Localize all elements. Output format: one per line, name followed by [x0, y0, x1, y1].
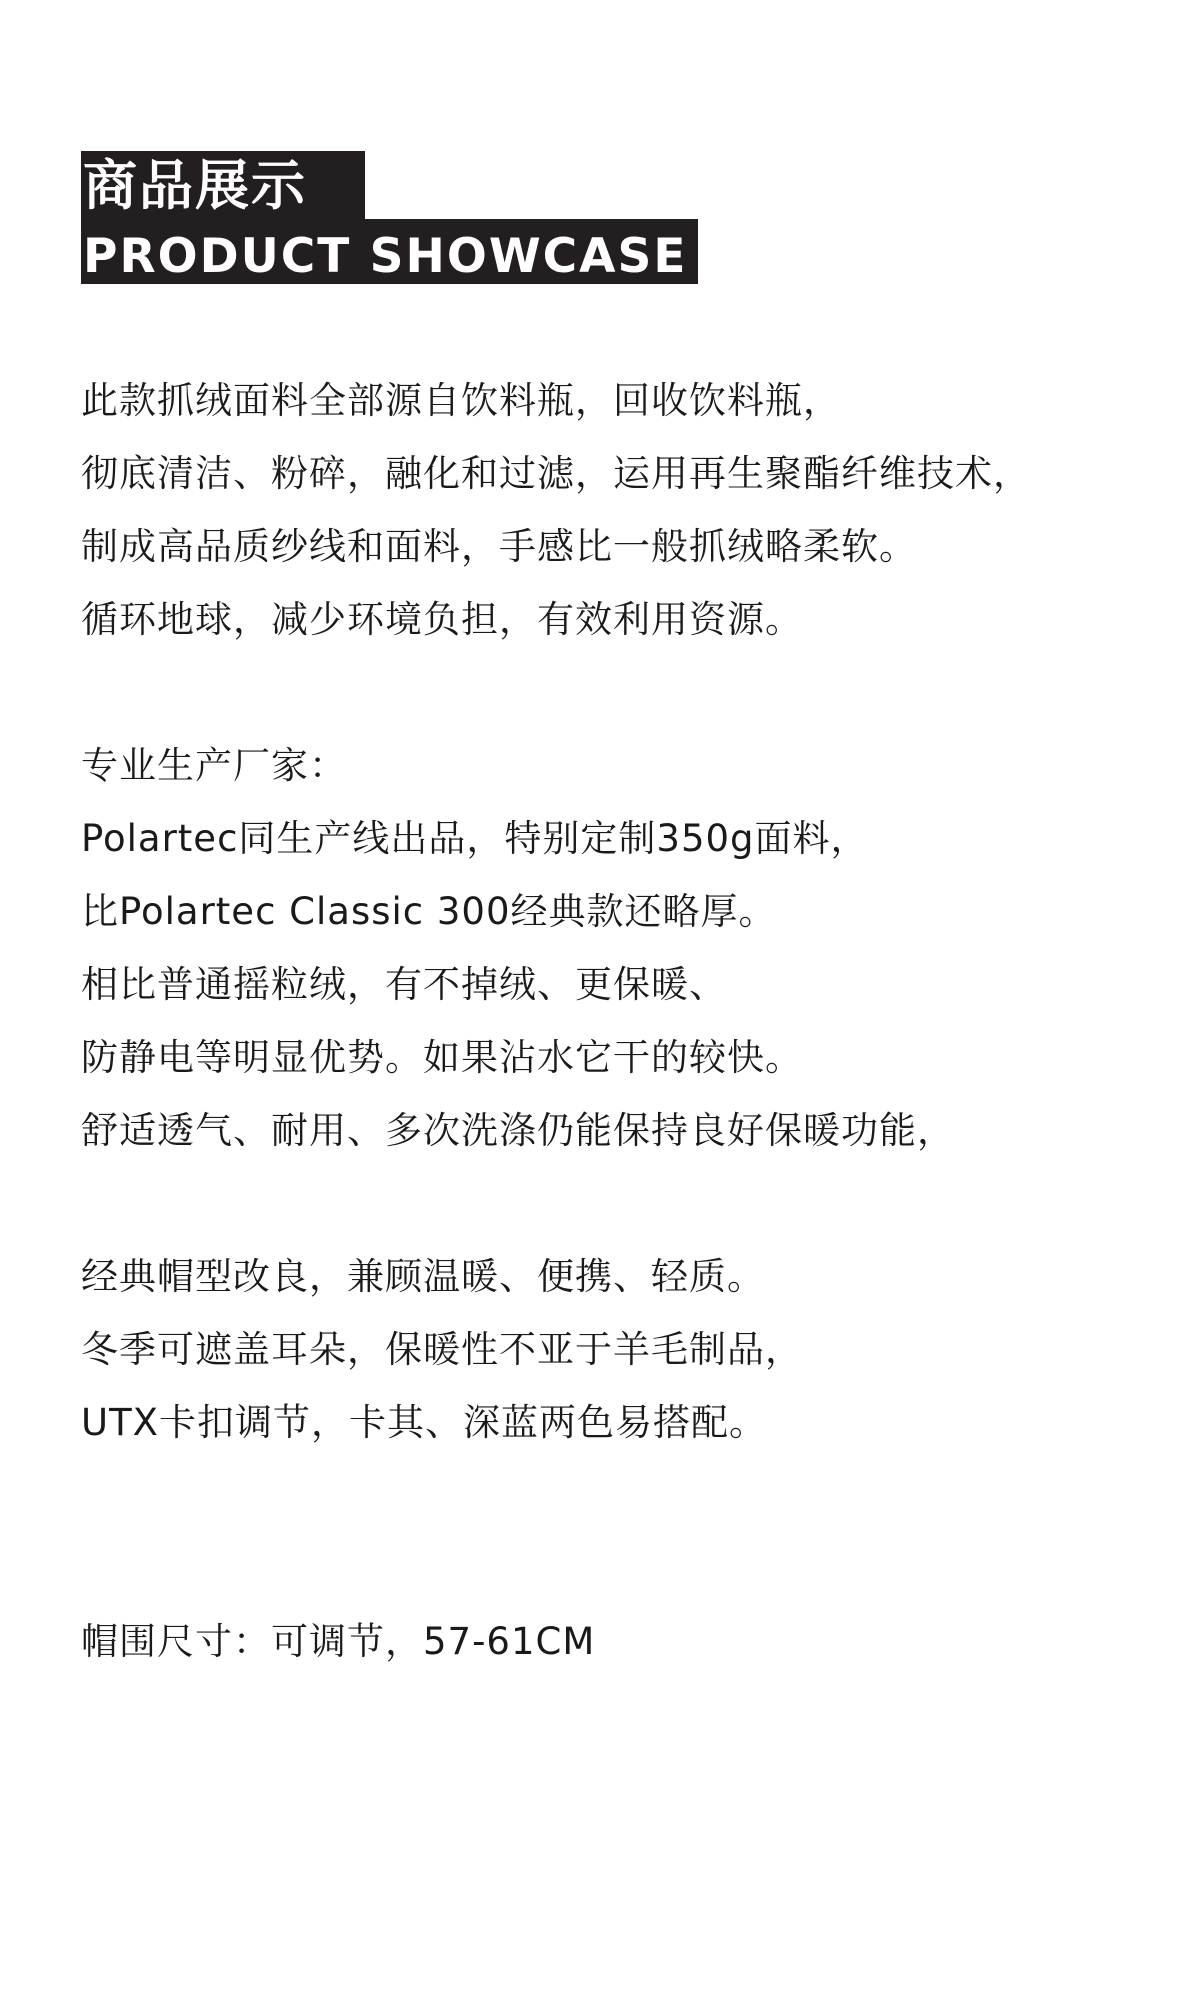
- text-line: UTX卡扣调节，卡其、深蓝两色易搭配。: [81, 1401, 768, 1444]
- text-line: 专业生产厂家：: [81, 744, 347, 787]
- text-line: 此款抓绒面料全部源自饮料瓶，回收饮料瓶，: [81, 379, 841, 422]
- text-line: 舒适透气、耐用、多次洗涤仍能保持良好保暖功能，: [81, 1109, 955, 1152]
- text-line: 经典帽型改良，兼顾温暖、便携、轻质。: [81, 1255, 765, 1298]
- section-header: [81, 151, 701, 284]
- size-info: 帽围尺寸：可调节，57-61CM: [81, 1620, 596, 1663]
- text-line: Polartec同生产线出品，特别定制350g面料，: [81, 817, 869, 860]
- text-line: 冬季可遮盖耳朵，保暖性不亚于羊毛制品，: [81, 1328, 803, 1371]
- text-line: 制成高品质纱线和面料，手感比一般抓绒略柔软。: [81, 525, 917, 568]
- text-line: 循环地球，减少环境负担，有效利用资源。: [81, 598, 803, 641]
- title-en-block: [81, 219, 698, 284]
- text-line: 彻底清洁、粉碎，融化和过滤，运用再生聚酯纤维技术，: [81, 452, 1031, 495]
- text-line: 比Polartec Classic 300经典款还略厚。: [81, 890, 777, 933]
- page-title: 商品展示: [83, 154, 307, 217]
- page-subtitle: PRODUCT SHOWCASE: [83, 229, 688, 284]
- title-cn-block: [81, 151, 365, 219]
- text-line: 相比普通摇粒绒，有不掉绒、更保暖、: [81, 963, 727, 1006]
- text-line: 防静电等明显优势。如果沾水它干的较快。: [81, 1036, 803, 1079]
